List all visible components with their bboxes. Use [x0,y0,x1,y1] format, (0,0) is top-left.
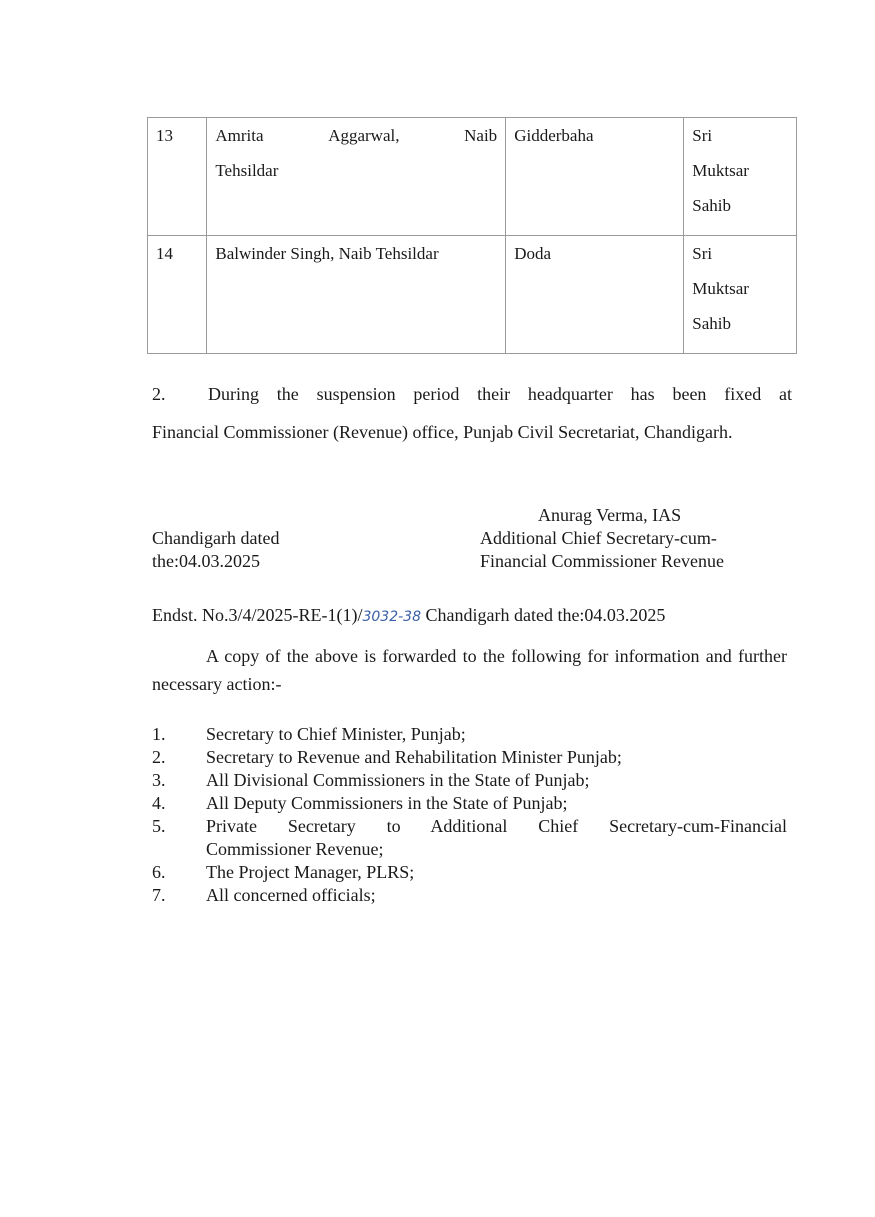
list-item [152,884,787,907]
list-item [152,723,787,746]
recipients-list [152,723,787,907]
paragraph-2 [152,375,792,451]
item-number: 7. [152,885,166,905]
official-name-cell [207,236,506,354]
endorsement-prefix: Endst. No.3/4/2025-RE-1(1)/ [152,605,363,625]
item-text: Secretary to Revenue and Rehabilitation Minister Punjab; [206,747,622,767]
list-item [152,792,787,815]
district-line: Sahib [692,196,732,215]
district-line: Sri [692,126,713,145]
district-line: Muktsar [692,279,749,298]
district-line: Sahib [692,314,732,333]
endorsement-line [152,604,665,629]
item-text-line-2: Commissioner Revenue; [206,839,384,859]
district-cell [684,118,797,236]
item-number: 6. [152,862,166,882]
signatory-designation-1: Additional Chief Secretary-cum- [480,528,717,548]
item-text: Secretary to Chief Minister, Punjab; [206,724,466,744]
handwritten-dispatch-number: 3032-38 [362,609,421,625]
copy-text: A copy of the above is forwarded to the following for information and further necessary action:- [152,646,787,694]
signatory-name: Anurag Verma, IAS [538,505,682,525]
copy-forwarded-text [152,642,787,698]
district-cell [684,236,797,354]
item-text-line-1: Private Secretary to Additional Chief Secretary-cum-Financial [206,816,787,836]
paragraph-line-1: During the suspension period their headquarter has been fixed at [208,384,792,404]
serial-number-cell: 13 [148,118,207,236]
official-name-cell [207,118,506,236]
item-text: All Divisional Commissioners in the State of Punjab; [206,770,590,790]
place-date-block [152,527,279,573]
table-row [148,118,797,236]
table-row [148,236,797,354]
paragraph-number: 2. [152,384,166,404]
signature-block [480,504,724,573]
posting-place-cell: Doda [506,236,684,354]
posting-place-cell: Gidderbaha [506,118,684,236]
serial-number-cell: 14 [148,236,207,354]
name-part: Balwinder Singh, Naib Tehsildar [215,244,439,263]
list-item [152,746,787,769]
signatory-designation-2: Financial Commissioner Revenue [480,551,724,571]
item-text: All concerned officials; [206,885,376,905]
date-line: the:04.03.2025 [152,551,260,571]
list-item [152,861,787,884]
list-item [152,769,787,792]
paragraph-rest: Financial Commissioner (Revenue) office, Punjab Civil Secretariat, Chandigarh. [152,422,733,442]
item-number: 1. [152,724,166,744]
name-line-2: Tehsildar [215,161,279,180]
item-number: 3. [152,770,166,790]
place-line: Chandigarh dated [152,528,280,548]
list-item [152,815,787,861]
item-text: The Project Manager, PLRS; [206,862,415,882]
item-number: 5. [152,816,166,836]
item-number: 2. [152,747,166,767]
district-line: Muktsar [692,161,749,180]
name-part: Amrita [215,126,264,145]
district-line: Sri [692,244,713,263]
name-part: Naib [464,126,498,145]
item-text: All Deputy Commissioners in the State of Punjab; [206,793,568,813]
name-part: Aggarwal, [328,126,400,145]
endorsement-suffix: Chandigarh dated the:04.03.2025 [420,605,666,625]
item-number: 4. [152,793,166,813]
suspended-officials-table [147,117,797,354]
